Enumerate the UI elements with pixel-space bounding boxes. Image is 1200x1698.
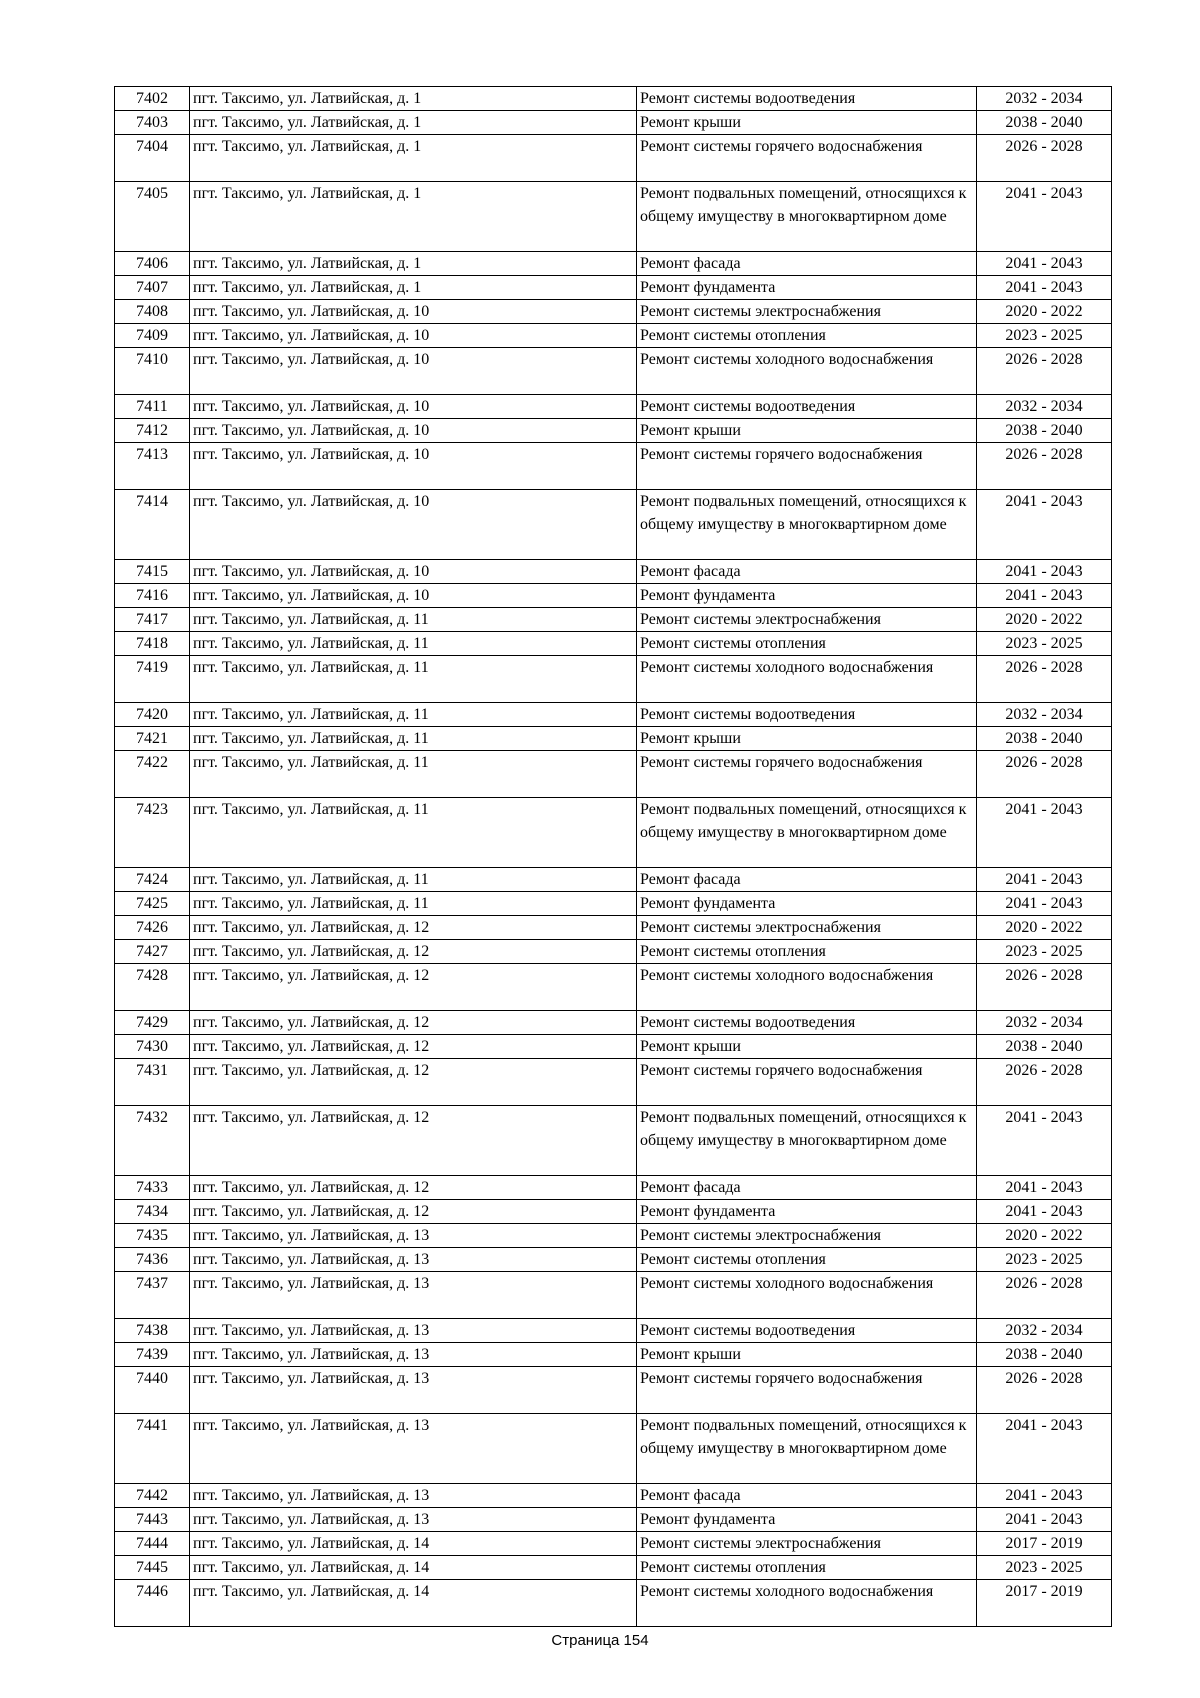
period-cell: 2026 - 2028 <box>977 135 1112 182</box>
row-number-cell: 7437 <box>115 1272 190 1319</box>
period-cell: 2017 - 2019 <box>977 1580 1112 1627</box>
period-cell: 2041 - 2043 <box>977 560 1112 584</box>
row-number-cell: 7408 <box>115 300 190 324</box>
address-cell: пгт. Таксимо, ул. Латвийская, д. 12 <box>190 1059 637 1106</box>
row-number-cell: 7412 <box>115 419 190 443</box>
work-type-cell: Ремонт системы отопления <box>637 324 977 348</box>
row-number-cell: 7402 <box>115 87 190 111</box>
work-type-cell: Ремонт системы водоотведения <box>637 703 977 727</box>
work-type-cell: Ремонт системы водоотведения <box>637 1011 977 1035</box>
table-row <box>115 1556 1112 1580</box>
row-number-cell: 7420 <box>115 703 190 727</box>
address-cell: пгт. Таксимо, ул. Латвийская, д. 13 <box>190 1343 637 1367</box>
table-row <box>115 1580 1112 1627</box>
table-row <box>115 1224 1112 1248</box>
address-cell: пгт. Таксимо, ул. Латвийская, д. 10 <box>190 300 637 324</box>
period-cell: 2041 - 2043 <box>977 1106 1112 1176</box>
row-number-cell: 7434 <box>115 1200 190 1224</box>
table-row <box>115 632 1112 656</box>
row-number-cell: 7417 <box>115 608 190 632</box>
address-cell: пгт. Таксимо, ул. Латвийская, д. 11 <box>190 608 637 632</box>
work-type-cell: Ремонт системы электроснабжения <box>637 608 977 632</box>
table-row <box>115 892 1112 916</box>
table-row <box>115 252 1112 276</box>
table-row <box>115 1272 1112 1319</box>
table-row <box>115 1059 1112 1106</box>
address-cell: пгт. Таксимо, ул. Латвийская, д. 11 <box>190 703 637 727</box>
address-cell: пгт. Таксимо, ул. Латвийская, д. 11 <box>190 892 637 916</box>
table-row <box>115 656 1112 703</box>
period-cell: 2023 - 2025 <box>977 324 1112 348</box>
table-row <box>115 1011 1112 1035</box>
period-cell: 2041 - 2043 <box>977 1176 1112 1200</box>
period-cell: 2023 - 2025 <box>977 1248 1112 1272</box>
table-row <box>115 584 1112 608</box>
period-cell: 2041 - 2043 <box>977 868 1112 892</box>
address-cell: пгт. Таксимо, ул. Латвийская, д. 12 <box>190 1200 637 1224</box>
period-cell: 2041 - 2043 <box>977 798 1112 868</box>
address-cell: пгт. Таксимо, ул. Латвийская, д. 10 <box>190 348 637 395</box>
period-cell: 2041 - 2043 <box>977 1414 1112 1484</box>
table-row <box>115 324 1112 348</box>
work-type-cell: Ремонт фасада <box>637 560 977 584</box>
period-cell: 2032 - 2034 <box>977 87 1112 111</box>
page-number: Страница 154 <box>551 1632 649 1649</box>
table-row <box>115 348 1112 395</box>
repair-schedule-table-body <box>115 87 1112 1627</box>
period-cell: 2041 - 2043 <box>977 1484 1112 1508</box>
address-cell: пгт. Таксимо, ул. Латвийская, д. 11 <box>190 727 637 751</box>
table-row <box>115 1508 1112 1532</box>
period-cell: 2038 - 2040 <box>977 111 1112 135</box>
address-cell: пгт. Таксимо, ул. Латвийская, д. 14 <box>190 1556 637 1580</box>
work-type-cell: Ремонт крыши <box>637 1343 977 1367</box>
work-type-cell: Ремонт подвальных помещений, относящихся к общему имуществу в многоквартирном доме <box>637 1106 977 1176</box>
address-cell: пгт. Таксимо, ул. Латвийская, д. 10 <box>190 324 637 348</box>
period-cell: 2020 - 2022 <box>977 300 1112 324</box>
period-cell: 2026 - 2028 <box>977 1272 1112 1319</box>
work-type-cell: Ремонт фундамента <box>637 1200 977 1224</box>
table-row <box>115 1532 1112 1556</box>
table-row <box>115 1319 1112 1343</box>
work-type-cell: Ремонт подвальных помещений, относящихся к общему имуществу в многоквартирном доме <box>637 1414 977 1484</box>
row-number-cell: 7416 <box>115 584 190 608</box>
period-cell: 2023 - 2025 <box>977 632 1112 656</box>
row-number-cell: 7423 <box>115 798 190 868</box>
table-row <box>115 419 1112 443</box>
table-row <box>115 443 1112 490</box>
work-type-cell: Ремонт системы электроснабжения <box>637 916 977 940</box>
row-number-cell: 7442 <box>115 1484 190 1508</box>
row-number-cell: 7435 <box>115 1224 190 1248</box>
row-number-cell: 7443 <box>115 1508 190 1532</box>
period-cell: 2041 - 2043 <box>977 1200 1112 1224</box>
row-number-cell: 7419 <box>115 656 190 703</box>
address-cell: пгт. Таксимо, ул. Латвийская, д. 12 <box>190 916 637 940</box>
work-type-cell: Ремонт фасада <box>637 252 977 276</box>
table-row <box>115 868 1112 892</box>
address-cell: пгт. Таксимо, ул. Латвийская, д. 10 <box>190 490 637 560</box>
table-row <box>115 490 1112 560</box>
table-row <box>115 1200 1112 1224</box>
work-type-cell: Ремонт системы горячего водоснабжения <box>637 1059 977 1106</box>
work-type-cell: Ремонт системы электроснабжения <box>637 300 977 324</box>
address-cell: пгт. Таксимо, ул. Латвийская, д. 10 <box>190 395 637 419</box>
table-row <box>115 182 1112 252</box>
work-type-cell: Ремонт подвальных помещений, относящихся к общему имуществу в многоквартирном доме <box>637 798 977 868</box>
work-type-cell: Ремонт системы отопления <box>637 1556 977 1580</box>
period-cell: 2023 - 2025 <box>977 940 1112 964</box>
row-number-cell: 7415 <box>115 560 190 584</box>
work-type-cell: Ремонт фасада <box>637 1176 977 1200</box>
work-type-cell: Ремонт фасада <box>637 868 977 892</box>
period-cell: 2041 - 2043 <box>977 252 1112 276</box>
address-cell: пгт. Таксимо, ул. Латвийская, д. 1 <box>190 87 637 111</box>
table-row <box>115 1343 1112 1367</box>
row-number-cell: 7428 <box>115 964 190 1011</box>
period-cell: 2017 - 2019 <box>977 1532 1112 1556</box>
address-cell: пгт. Таксимо, ул. Латвийская, д. 10 <box>190 560 637 584</box>
work-type-cell: Ремонт системы холодного водоснабжения <box>637 656 977 703</box>
period-cell: 2026 - 2028 <box>977 1059 1112 1106</box>
address-cell: пгт. Таксимо, ул. Латвийская, д. 12 <box>190 1035 637 1059</box>
work-type-cell: Ремонт системы отопления <box>637 632 977 656</box>
work-type-cell: Ремонт крыши <box>637 727 977 751</box>
table-row <box>115 1367 1112 1414</box>
address-cell: пгт. Таксимо, ул. Латвийская, д. 14 <box>190 1532 637 1556</box>
table-row <box>115 916 1112 940</box>
period-cell: 2020 - 2022 <box>977 1224 1112 1248</box>
address-cell: пгт. Таксимо, ул. Латвийская, д. 14 <box>190 1580 637 1627</box>
period-cell: 2026 - 2028 <box>977 1367 1112 1414</box>
table-row <box>115 1248 1112 1272</box>
address-cell: пгт. Таксимо, ул. Латвийская, д. 13 <box>190 1484 637 1508</box>
row-number-cell: 7426 <box>115 916 190 940</box>
period-cell: 2038 - 2040 <box>977 1035 1112 1059</box>
period-cell: 2032 - 2034 <box>977 1011 1112 1035</box>
address-cell: пгт. Таксимо, ул. Латвийская, д. 1 <box>190 182 637 252</box>
row-number-cell: 7430 <box>115 1035 190 1059</box>
period-cell: 2020 - 2022 <box>977 916 1112 940</box>
row-number-cell: 7421 <box>115 727 190 751</box>
period-cell: 2026 - 2028 <box>977 348 1112 395</box>
work-type-cell: Ремонт системы водоотведения <box>637 87 977 111</box>
period-cell: 2023 - 2025 <box>977 1556 1112 1580</box>
period-cell: 2041 - 2043 <box>977 182 1112 252</box>
row-number-cell: 7425 <box>115 892 190 916</box>
address-cell: пгт. Таксимо, ул. Латвийская, д. 12 <box>190 964 637 1011</box>
period-cell: 2038 - 2040 <box>977 727 1112 751</box>
address-cell: пгт. Таксимо, ул. Латвийская, д. 1 <box>190 135 637 182</box>
work-type-cell: Ремонт системы горячего водоснабжения <box>637 443 977 490</box>
row-number-cell: 7413 <box>115 443 190 490</box>
row-number-cell: 7440 <box>115 1367 190 1414</box>
period-cell: 2032 - 2034 <box>977 1319 1112 1343</box>
work-type-cell: Ремонт фундамента <box>637 276 977 300</box>
table-row <box>115 1414 1112 1484</box>
address-cell: пгт. Таксимо, ул. Латвийская, д. 1 <box>190 252 637 276</box>
work-type-cell: Ремонт системы отопления <box>637 940 977 964</box>
address-cell: пгт. Таксимо, ул. Латвийская, д. 13 <box>190 1319 637 1343</box>
address-cell: пгт. Таксимо, ул. Латвийская, д. 13 <box>190 1414 637 1484</box>
row-number-cell: 7410 <box>115 348 190 395</box>
table-row <box>115 1035 1112 1059</box>
row-number-cell: 7406 <box>115 252 190 276</box>
work-type-cell: Ремонт системы холодного водоснабжения <box>637 348 977 395</box>
row-number-cell: 7414 <box>115 490 190 560</box>
table-row <box>115 276 1112 300</box>
address-cell: пгт. Таксимо, ул. Латвийская, д. 12 <box>190 1176 637 1200</box>
row-number-cell: 7405 <box>115 182 190 252</box>
row-number-cell: 7432 <box>115 1106 190 1176</box>
address-cell: пгт. Таксимо, ул. Латвийская, д. 10 <box>190 419 637 443</box>
address-cell: пгт. Таксимо, ул. Латвийская, д. 12 <box>190 1011 637 1035</box>
work-type-cell: Ремонт системы водоотведения <box>637 395 977 419</box>
period-cell: 2041 - 2043 <box>977 892 1112 916</box>
table-row <box>115 751 1112 798</box>
work-type-cell: Ремонт подвальных помещений, относящихся к общему имуществу в многоквартирном доме <box>637 182 977 252</box>
work-type-cell: Ремонт фасада <box>637 1484 977 1508</box>
period-cell: 2026 - 2028 <box>977 964 1112 1011</box>
period-cell: 2026 - 2028 <box>977 443 1112 490</box>
row-number-cell: 7441 <box>115 1414 190 1484</box>
table-row <box>115 940 1112 964</box>
row-number-cell: 7444 <box>115 1532 190 1556</box>
address-cell: пгт. Таксимо, ул. Латвийская, д. 11 <box>190 632 637 656</box>
period-cell: 2041 - 2043 <box>977 490 1112 560</box>
work-type-cell: Ремонт системы холодного водоснабжения <box>637 964 977 1011</box>
period-cell: 2041 - 2043 <box>977 1508 1112 1532</box>
row-number-cell: 7409 <box>115 324 190 348</box>
work-type-cell: Ремонт системы горячего водоснабжения <box>637 135 977 182</box>
row-number-cell: 7446 <box>115 1580 190 1627</box>
row-number-cell: 7445 <box>115 1556 190 1580</box>
row-number-cell: 7422 <box>115 751 190 798</box>
work-type-cell: Ремонт фундамента <box>637 584 977 608</box>
table-row <box>115 727 1112 751</box>
work-type-cell: Ремонт системы горячего водоснабжения <box>637 751 977 798</box>
table-row <box>115 395 1112 419</box>
work-type-cell: Ремонт крыши <box>637 419 977 443</box>
row-number-cell: 7427 <box>115 940 190 964</box>
work-type-cell: Ремонт системы холодного водоснабжения <box>637 1580 977 1627</box>
address-cell: пгт. Таксимо, ул. Латвийская, д. 13 <box>190 1508 637 1532</box>
work-type-cell: Ремонт крыши <box>637 111 977 135</box>
work-type-cell: Ремонт системы отопления <box>637 1248 977 1272</box>
address-cell: пгт. Таксимо, ул. Латвийская, д. 1 <box>190 276 637 300</box>
work-type-cell: Ремонт системы электроснабжения <box>637 1224 977 1248</box>
repair-schedule-table <box>114 86 1112 1627</box>
table-row <box>115 1176 1112 1200</box>
address-cell: пгт. Таксимо, ул. Латвийская, д. 10 <box>190 443 637 490</box>
address-cell: пгт. Таксимо, ул. Латвийская, д. 13 <box>190 1367 637 1414</box>
work-type-cell: Ремонт крыши <box>637 1035 977 1059</box>
address-cell: пгт. Таксимо, ул. Латвийская, д. 11 <box>190 868 637 892</box>
period-cell: 2038 - 2040 <box>977 419 1112 443</box>
period-cell: 2026 - 2028 <box>977 656 1112 703</box>
address-cell: пгт. Таксимо, ул. Латвийская, д. 1 <box>190 111 637 135</box>
work-type-cell: Ремонт фундамента <box>637 1508 977 1532</box>
address-cell: пгт. Таксимо, ул. Латвийская, д. 13 <box>190 1272 637 1319</box>
table-row <box>115 703 1112 727</box>
table-row <box>115 300 1112 324</box>
table-row <box>115 135 1112 182</box>
row-number-cell: 7429 <box>115 1011 190 1035</box>
row-number-cell: 7438 <box>115 1319 190 1343</box>
period-cell: 2026 - 2028 <box>977 751 1112 798</box>
row-number-cell: 7418 <box>115 632 190 656</box>
row-number-cell: 7436 <box>115 1248 190 1272</box>
row-number-cell: 7411 <box>115 395 190 419</box>
address-cell: пгт. Таксимо, ул. Латвийская, д. 11 <box>190 751 637 798</box>
table-row <box>115 1106 1112 1176</box>
table-row <box>115 1484 1112 1508</box>
period-cell: 2041 - 2043 <box>977 276 1112 300</box>
address-cell: пгт. Таксимо, ул. Латвийская, д. 12 <box>190 1106 637 1176</box>
work-type-cell: Ремонт системы горячего водоснабжения <box>637 1367 977 1414</box>
table-row <box>115 87 1112 111</box>
row-number-cell: 7407 <box>115 276 190 300</box>
row-number-cell: 7433 <box>115 1176 190 1200</box>
table-row <box>115 798 1112 868</box>
period-cell: 2032 - 2034 <box>977 395 1112 419</box>
table-row <box>115 111 1112 135</box>
work-type-cell: Ремонт системы электроснабжения <box>637 1532 977 1556</box>
period-cell: 2041 - 2043 <box>977 584 1112 608</box>
row-number-cell: 7424 <box>115 868 190 892</box>
work-type-cell: Ремонт системы холодного водоснабжения <box>637 1272 977 1319</box>
table-row <box>115 608 1112 632</box>
period-cell: 2032 - 2034 <box>977 703 1112 727</box>
work-type-cell: Ремонт системы водоотведения <box>637 1319 977 1343</box>
table-row <box>115 964 1112 1011</box>
address-cell: пгт. Таксимо, ул. Латвийская, д. 11 <box>190 656 637 703</box>
address-cell: пгт. Таксимо, ул. Латвийская, д. 13 <box>190 1248 637 1272</box>
work-type-cell: Ремонт фундамента <box>637 892 977 916</box>
address-cell: пгт. Таксимо, ул. Латвийская, д. 12 <box>190 940 637 964</box>
row-number-cell: 7403 <box>115 111 190 135</box>
row-number-cell: 7439 <box>115 1343 190 1367</box>
row-number-cell: 7431 <box>115 1059 190 1106</box>
work-type-cell: Ремонт подвальных помещений, относящихся к общему имуществу в многоквартирном доме <box>637 490 977 560</box>
row-number-cell: 7404 <box>115 135 190 182</box>
address-cell: пгт. Таксимо, ул. Латвийская, д. 11 <box>190 798 637 868</box>
period-cell: 2038 - 2040 <box>977 1343 1112 1367</box>
address-cell: пгт. Таксимо, ул. Латвийская, д. 10 <box>190 584 637 608</box>
address-cell: пгт. Таксимо, ул. Латвийская, д. 13 <box>190 1224 637 1248</box>
table-row <box>115 560 1112 584</box>
period-cell: 2020 - 2022 <box>977 608 1112 632</box>
